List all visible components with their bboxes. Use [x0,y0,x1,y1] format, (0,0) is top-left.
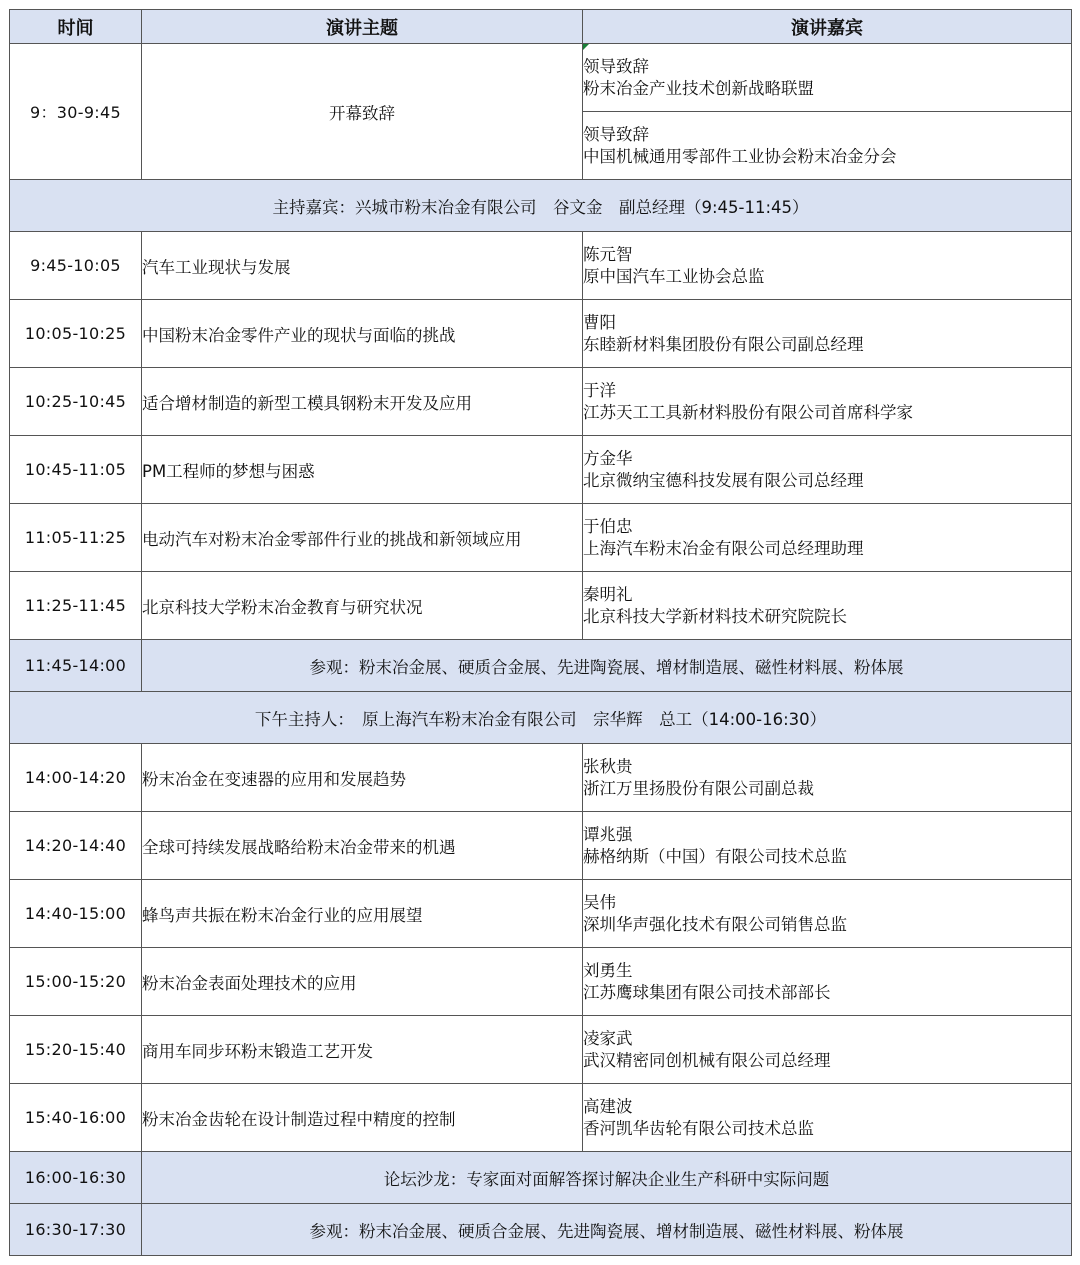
speaker-org: 中国机械通用零部件工业协会粉末冶金分会 [583,146,897,166]
speaker-name: 领导致辞 [583,56,649,76]
speaker-org: 江苏天工工具新材料股份有限公司首席科学家 [583,402,913,422]
speaker-org: 香河凯华齿轮有限公司技术总监 [583,1118,814,1138]
time-cell: 14:00-14:20 [10,744,142,812]
header-topic: 演讲主题 [142,10,583,44]
time-cell: 15:20-15:40 [10,1016,142,1084]
time-cell: 15:00-15:20 [10,948,142,1016]
speaker-org: 上海汽车粉末冶金有限公司总经理助理 [583,538,864,558]
speaker-name: 陈元智 [583,244,633,264]
speaker-name: 高建波 [583,1096,633,1116]
speaker-cell [583,300,1072,368]
visit-text: 参观：粉末冶金展、硬质合金展、先进陶瓷展、增材制造展、磁性材料展、粉体展 [142,1204,1072,1256]
speaker-cell [583,436,1072,504]
speaker-cell [583,948,1072,1016]
speaker-name: 于伯忠 [583,516,633,536]
speaker-cell [583,812,1072,880]
speaker-cell [583,232,1072,300]
speaker-org: 北京科技大学新材料技术研究院院长 [583,606,847,626]
speaker-name: 领导致辞 [583,124,649,144]
topic-cell: 商用车同步环粉末锻造工艺开发 [142,1016,583,1084]
speaker-name: 方金华 [583,448,633,468]
speaker-org: 东睦新材料集团股份有限公司副总经理 [583,334,864,354]
time-cell: 14:40-15:00 [10,880,142,948]
session-row [10,368,1072,436]
speaker-org: 江苏鹰球集团有限公司技术部部长 [583,982,831,1002]
time-cell: 16:30-17:30 [10,1204,142,1256]
speaker-org: 原中国汽车工业协会总监 [583,266,765,286]
session-row [10,300,1072,368]
session-row [10,572,1072,640]
host-row [10,180,1072,232]
visit-row [10,640,1072,692]
time-cell: 16:00-16:30 [10,1152,142,1204]
speaker-cell [583,112,1072,180]
session-row [10,232,1072,300]
time-cell: 14:20-14:40 [10,812,142,880]
speaker-cell [583,368,1072,436]
header-speaker: 演讲嘉宾 [583,10,1072,44]
visit-row [10,1204,1072,1256]
time-cell: 10:25-10:45 [10,368,142,436]
speaker-org: 北京微纳宝德科技发展有限公司总经理 [583,470,864,490]
host-morning: 主持嘉宾：兴城市粉末冶金有限公司 谷文金 副总经理（9:45-11:45） [10,180,1072,232]
header-time: 时间 [10,10,142,44]
session-row [10,504,1072,572]
schedule-table [9,9,1072,1256]
header-row [10,10,1072,44]
speaker-name: 张秋贵 [583,756,633,776]
session-row [10,812,1072,880]
session-row [10,1084,1072,1152]
visit-text: 参观：粉末冶金展、硬质合金展、先进陶瓷展、增材制造展、磁性材料展、粉体展 [142,640,1072,692]
opening-row [10,44,1072,112]
time-cell: 9:45-10:05 [10,232,142,300]
time-cell: 10:45-11:05 [10,436,142,504]
time-cell: 10:05-10:25 [10,300,142,368]
topic-cell: 电动汽车对粉末冶金零部件行业的挑战和新领域应用 [142,504,583,572]
speaker-name: 秦明礼 [583,584,633,604]
speaker-name: 于洋 [583,380,616,400]
speaker-cell [583,44,1072,112]
time-cell: 11:25-11:45 [10,572,142,640]
session-row [10,744,1072,812]
speaker-name: 谭兆强 [583,824,633,844]
speaker-name: 吴伟 [583,892,616,912]
speaker-name: 刘勇生 [583,960,633,980]
topic-cell: 粉末冶金表面处理技术的应用 [142,948,583,1016]
session-row [10,948,1072,1016]
topic-cell: 开幕致辞 [142,44,583,180]
time-cell: 9：30-9:45 [10,44,142,180]
speaker-name: 曹阳 [583,312,616,332]
host-afternoon: 下午主持人： 原上海汽车粉末冶金有限公司 宗华辉 总工（14:00-16:30） [10,692,1072,744]
speaker-cell [583,1016,1072,1084]
speaker-cell [583,572,1072,640]
session-row [10,1016,1072,1084]
salon-text: 论坛沙龙：专家面对面解答探讨解决企业生产科研中实际问题 [142,1152,1072,1204]
topic-cell: 中国粉末冶金零件产业的现状与面临的挑战 [142,300,583,368]
salon-row [10,1152,1072,1204]
topic-cell: 粉末冶金在变速器的应用和发展趋势 [142,744,583,812]
topic-cell: 汽车工业现状与发展 [142,232,583,300]
time-cell: 11:05-11:25 [10,504,142,572]
speaker-name: 凌家武 [583,1028,633,1048]
time-cell: 15:40-16:00 [10,1084,142,1152]
host-row [10,692,1072,744]
session-row [10,436,1072,504]
topic-cell: PM工程师的梦想与困惑 [142,436,583,504]
topic-cell: 全球可持续发展战略给粉末冶金带来的机遇 [142,812,583,880]
topic-cell: 北京科技大学粉末冶金教育与研究状况 [142,572,583,640]
session-row [10,880,1072,948]
speaker-cell [583,744,1072,812]
topic-cell: 蜂鸟声共振在粉末冶金行业的应用展望 [142,880,583,948]
speaker-org: 赫格纳斯（中国）有限公司技术总监 [583,846,847,866]
speaker-cell [583,504,1072,572]
speaker-cell [583,880,1072,948]
topic-cell: 适合增材制造的新型工模具钢粉末开发及应用 [142,368,583,436]
speaker-org: 粉末冶金产业技术创新战略联盟 [583,78,814,98]
speaker-org: 浙江万里扬股份有限公司副总裁 [583,778,814,798]
speaker-org: 深圳华声强化技术有限公司销售总监 [583,914,847,934]
speaker-org: 武汉精密同创机械有限公司总经理 [583,1050,831,1070]
topic-cell: 粉末冶金齿轮在设计制造过程中精度的控制 [142,1084,583,1152]
speaker-cell [583,1084,1072,1152]
time-cell: 11:45-14:00 [10,640,142,692]
